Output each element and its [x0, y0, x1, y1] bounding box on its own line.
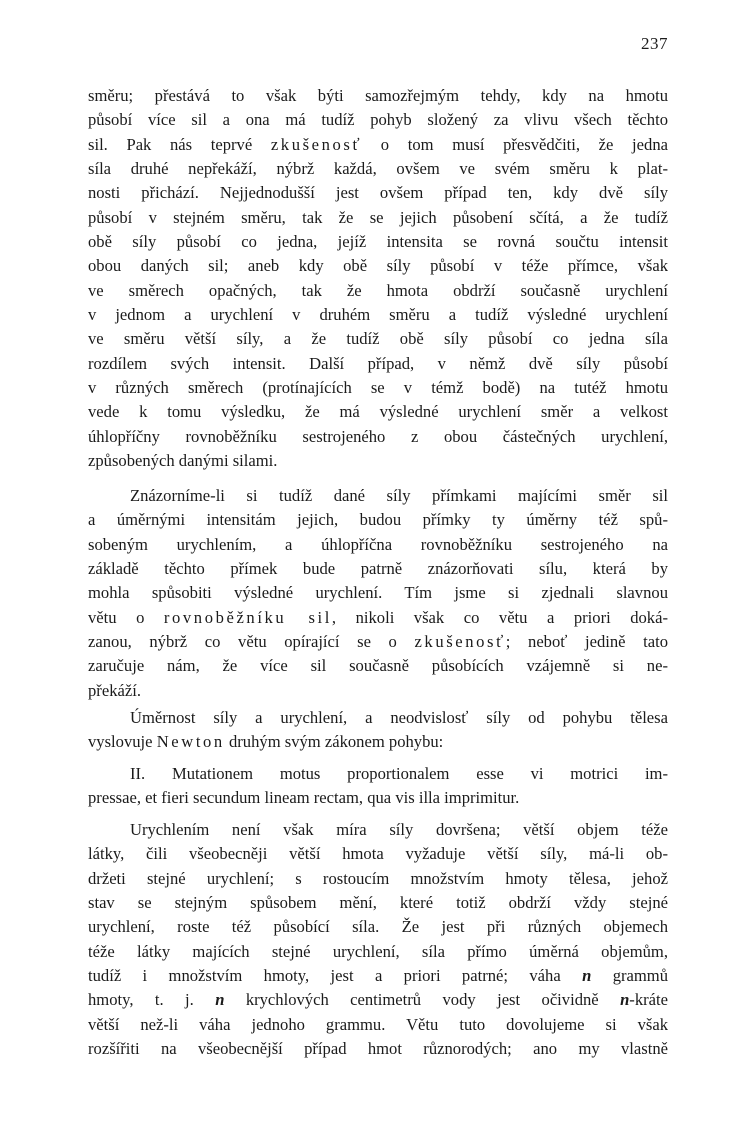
text-line [88, 988, 668, 1012]
text-line [88, 762, 668, 786]
text-line [88, 400, 668, 424]
text-segment: sil. Pak nás teprvé [88, 134, 271, 154]
page-number: 237 [641, 34, 668, 53]
spaced-emphasis: Newton [156, 732, 225, 752]
text-line [88, 679, 668, 703]
text-segment: překáží. [88, 680, 141, 700]
text-segment: stav se stejným spůsobem mění, které totiž obdrží vždy stejné [88, 893, 668, 913]
text-line [88, 376, 668, 400]
text-segment: v různých směrech (protínajících se v témž bodě) na tutéž hmotu [88, 378, 668, 398]
text-segment: držeti stejné urychlení; s rostoucím množstvím hmoty tělesa, jehož [88, 868, 668, 888]
text-line [88, 230, 668, 254]
paragraph-newton-second-law [88, 762, 668, 811]
text-segment: rozšířiti na všeobecnější případ hmot různorodých; ano my vlastně [88, 1039, 668, 1059]
text-segment: látky, čili všeobecněji větší hmota vyžaduje větší síly, má-li ob- [88, 844, 668, 864]
text-line [88, 352, 668, 376]
text-segment: větší než-li váha jednoho grammu. Větu tuto dovolujeme si však [88, 1014, 668, 1034]
text-line [88, 206, 668, 230]
text-segment: II. Mutationem motus proportionalem esse vi motrici im- [130, 764, 668, 783]
text-line [88, 940, 668, 964]
text-segment: Urychlením není však míra síly dovršena; větší objem téže [130, 820, 668, 839]
spaced-emphasis: rovnoběžníku sil [163, 607, 332, 627]
text-segment: , nikoli však co větu a priori doká- [331, 607, 668, 627]
text-segment: Znázorníme-li si tudíž dané síly přímkami majícími směr sil [130, 486, 668, 505]
text-segment: nosti přichází. Nejjednodušší jest ovšem případ ten, kdy dvě síly [88, 183, 668, 203]
text-segment: pressae, et fieri secundum lineam rectam, qua vis illa imprimitur. [88, 788, 520, 808]
text-segment: zaručuje nám, že více sil současně působících vzájemně si ne- [88, 656, 668, 676]
text-segment: v jednom a urychlení v druhém směru a tudíž výsledné urychlení [88, 305, 668, 325]
text-line [88, 84, 668, 108]
text-line [88, 133, 668, 157]
text-segment: působí v stejném směru, tak že se jejich působení sčítá, a že tudíž [88, 207, 668, 227]
text-segment: o tom musí přesvědčiti, že jedna [362, 134, 668, 154]
text-segment: způsobených danými silami. [88, 451, 278, 471]
text-segment: ve směrech opačných, tak že hmota obdrží současně urychlení [88, 280, 668, 300]
text-segment: směru; přestává to však býti samozřejmým tehdy, kdy na hmotu [88, 86, 668, 105]
text-segment: urychlení, roste též působící síla. Že jest při různých objemech [88, 917, 668, 937]
text-line [88, 508, 668, 532]
paragraph-newton-intro [88, 706, 668, 755]
paragraph-parallelogram-of-forces [88, 484, 668, 703]
text-line [88, 818, 668, 842]
text-line [88, 157, 668, 181]
text-line [88, 425, 668, 449]
text-line [88, 108, 668, 132]
text-segment: tudíž i množstvím hmoty, jest a priori patrné; váha [88, 966, 583, 986]
text-line [88, 730, 668, 754]
text-line [88, 484, 668, 508]
text-segment: vede k tomu výsledku, že má výsledné urychlení směr a velkost [88, 402, 668, 422]
text-line [88, 279, 668, 303]
text-segment: Úměrnost síly a urychlení, a neodvislosť síly od pohybu tělesa [130, 708, 668, 727]
text-segment: rozdílem svých intensit. Další případ, v němž dvě síly působí [88, 353, 668, 373]
text-segment: větu o [88, 607, 164, 627]
text-line [88, 1037, 668, 1061]
text-segment: ve směru větší síly, a že tudíž obě síly působí co jedna síla [88, 329, 668, 349]
text-line [88, 786, 668, 810]
paragraph-resultant-forces [88, 84, 668, 474]
text-segment: ; neboť jedině tato [505, 632, 668, 652]
text-line [88, 303, 668, 327]
paragraph-mass-and-acceleration [88, 818, 668, 1061]
text-line [88, 867, 668, 891]
text-segment: grammů [591, 966, 668, 986]
text-line [88, 630, 668, 654]
text-line [88, 581, 668, 605]
text-line [88, 254, 668, 278]
text-segment: síla druhé nepřekáží, nýbrž každá, ovšem ve svém směru k plat- [88, 159, 668, 179]
text-segment: úhlopříčny rovnoběžníku sestrojeného z obou částečných urychlení, [88, 426, 668, 446]
text-segment: téže látky majících stejné urychlení, síla přímo úměrná objemům, [88, 941, 668, 961]
text-line [88, 327, 668, 351]
text-segment: sobeným urychlením, a úhlopříčna rovnoběžníku sestrojeného na [88, 534, 668, 554]
text-segment: základě těchto přímek bude patrně znázorňovati sílu, která by [88, 559, 668, 579]
text-segment: a úměrnými intensitám jejich, budou přímky ty úměrny též spů- [88, 510, 668, 530]
text-line [88, 915, 668, 939]
text-segment: zanou, nýbrž co větu opírající se o [88, 632, 415, 652]
text-line [88, 1013, 668, 1037]
text-line [88, 654, 668, 678]
text-segment: -kráte [629, 990, 668, 1010]
text-segment: krychlových centimetrů vody jest očividně [224, 990, 621, 1010]
text-segment: obě síly působí co jedna, jejíž intensita se rovná součtu intensit [88, 232, 668, 252]
spaced-emphasis: zkušenosť [270, 134, 363, 154]
text-segment: obou daných sil; aneb kdy obě síly působí v téže přímce, však [88, 256, 668, 276]
text-line [88, 842, 668, 866]
text-segment: hmoty, t. j. [88, 990, 216, 1010]
text-segment: působí více sil a ona má tudíž pohyb složený za vlivu všech těchto [88, 110, 668, 130]
variable-n: n [620, 990, 630, 1010]
text-line [88, 706, 668, 730]
text-segment: mohla spůsobiti výsledné urychlení. Tím jsme si zjednali slavnou [88, 583, 668, 603]
text-line [88, 533, 668, 557]
variable-n: n [582, 966, 592, 986]
text-line [88, 891, 668, 915]
spaced-emphasis: zkušenosť [414, 632, 506, 652]
text-line [88, 449, 668, 473]
variable-n: n [215, 990, 225, 1010]
text-line [88, 606, 668, 630]
text-line [88, 964, 668, 988]
text-segment: druhým svým zákonem pohybu: [224, 732, 444, 752]
text-segment: vyslovuje [88, 732, 157, 752]
text-line [88, 181, 668, 205]
text-line [88, 557, 668, 581]
